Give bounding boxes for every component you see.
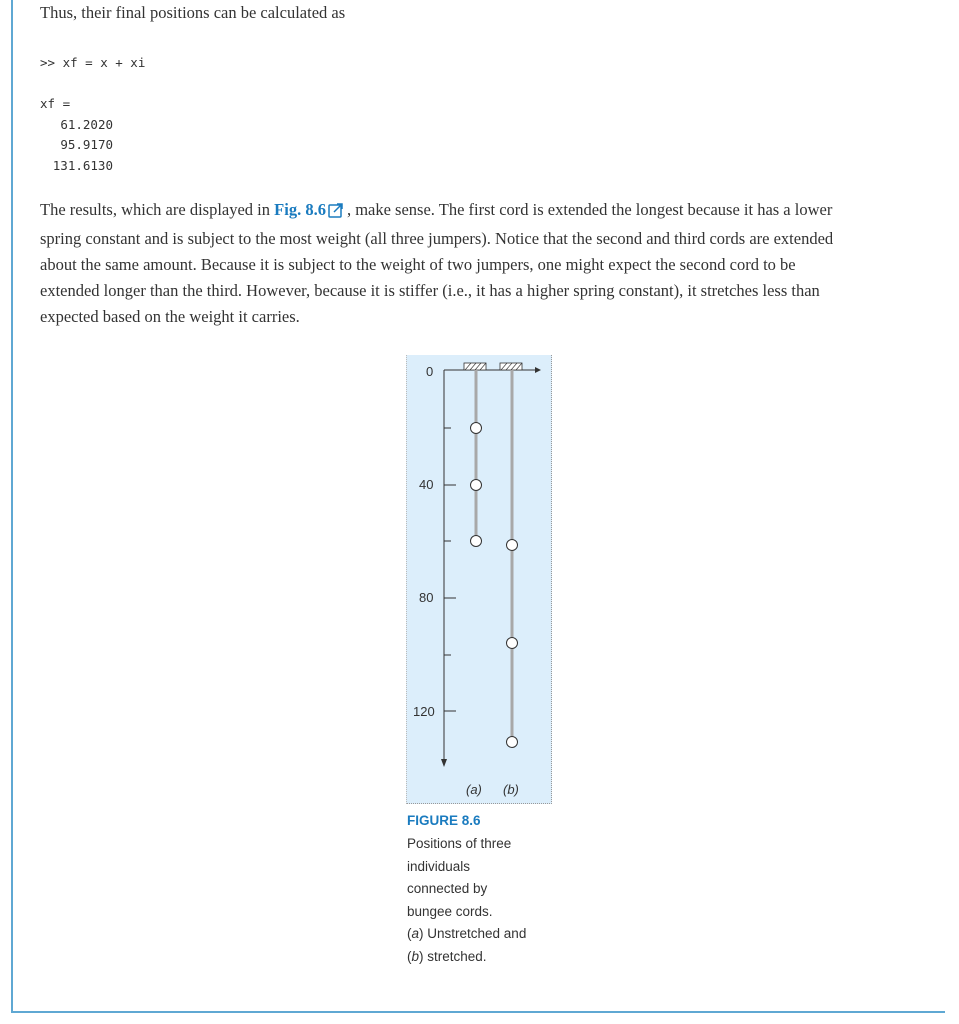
paragraph-line-1 bbox=[40, 197, 900, 226]
figure-link[interactable]: Fig. 8.6 bbox=[274, 200, 326, 219]
code-value-3: 131.6130 bbox=[52, 158, 113, 173]
paragraph-line-5: expected based on the weight it carries. bbox=[40, 307, 300, 326]
paragraph-line-3: about the same amount. Because it is subject to the weight of two jumpers, one might expect the second cord to be bbox=[40, 255, 796, 274]
jumper-b-3 bbox=[507, 737, 518, 748]
paragraph-text-before-link: The results, which are displayed in bbox=[40, 200, 275, 219]
paragraph-text-after-link: , make sense. The first cord is extended the longest because it has a lower bbox=[346, 200, 833, 219]
caption-marker-b: b bbox=[411, 948, 420, 964]
bottom-border-rule bbox=[11, 1011, 945, 1013]
intro-text: Thus, their final positions can be calculated as bbox=[40, 3, 346, 22]
caption-line: individuals bbox=[407, 858, 471, 874]
caption-line-a: (a) Unstretched and bbox=[407, 926, 527, 941]
code-value-1: 61.2020 bbox=[60, 117, 113, 132]
jumper-b-2 bbox=[507, 638, 518, 649]
axis-tick-label-120: 120 bbox=[413, 704, 435, 719]
figure-title: FIGURE 8.6 bbox=[407, 813, 481, 828]
panel-label-b: (b) bbox=[503, 782, 519, 797]
axis-tick-label-40: 40 bbox=[419, 477, 434, 492]
figure-caption bbox=[407, 833, 547, 968]
axis-tick-label-0: 0 bbox=[426, 364, 434, 379]
caption-marker-a: a bbox=[411, 926, 420, 941]
caption-line: bungee cords. bbox=[407, 903, 493, 919]
caption-line-b: (b) stretched. bbox=[407, 948, 487, 964]
caption-line: Positions of three bbox=[407, 836, 512, 851]
caption-line: connected by bbox=[407, 881, 488, 896]
panel-label-a: (a) bbox=[466, 782, 482, 797]
top-axis-arrow bbox=[535, 367, 541, 373]
external-link-icon[interactable] bbox=[328, 200, 345, 226]
code-var-label: xf = bbox=[40, 96, 71, 111]
jumper-b-1 bbox=[507, 540, 518, 551]
jumper-a-3 bbox=[471, 536, 482, 547]
code-command: >> xf = x + xi bbox=[40, 55, 146, 70]
code-value-2: 95.9170 bbox=[60, 137, 113, 152]
results-paragraph bbox=[40, 197, 900, 330]
caption-text-b: stretched. bbox=[423, 948, 487, 964]
caption-text-a: Unstretched and bbox=[423, 926, 527, 941]
paragraph-line-4: extended longer than the third. However, because it is stiffer (i.e., it has a higher spring constant), it stretches less than bbox=[40, 281, 820, 300]
axis-tick-label-80: 80 bbox=[419, 590, 434, 605]
jumper-a-1 bbox=[471, 423, 482, 434]
jumper-a-2 bbox=[471, 480, 482, 491]
bungee-figure bbox=[407, 355, 551, 803]
left-border-rule bbox=[11, 0, 13, 1013]
figure-panel bbox=[406, 355, 552, 804]
depth-axis-arrow bbox=[441, 759, 447, 767]
paragraph-line-2: spring constant and is subject to the most weight (all three jumpers). Notice that the second and third cords are extended bbox=[40, 229, 834, 248]
